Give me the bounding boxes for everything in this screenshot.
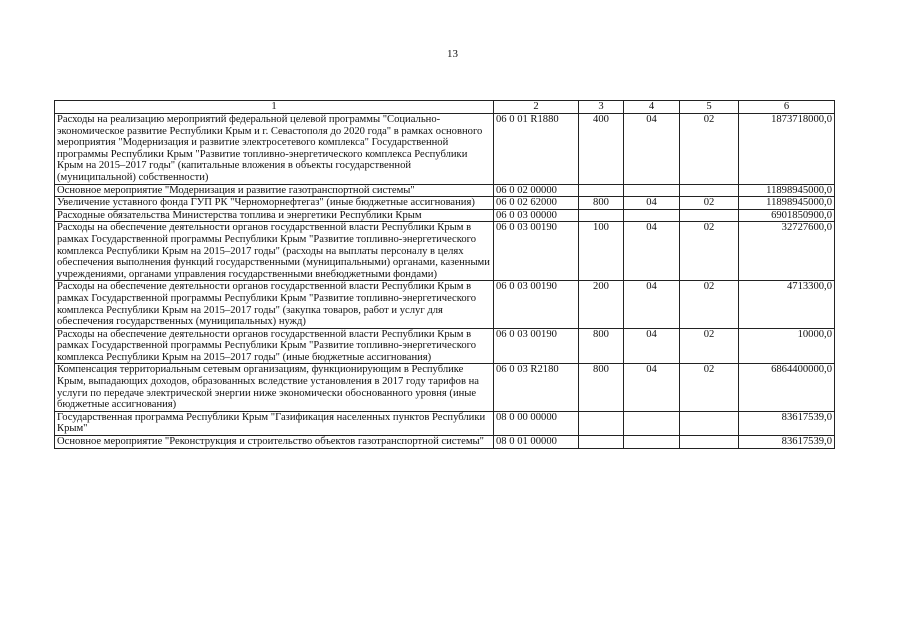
row-subsection: 02 [680, 281, 739, 328]
row-code: 06 0 02 62000 [494, 197, 579, 210]
row-section: 04 [624, 364, 680, 411]
row-type [579, 184, 624, 197]
row-description: Расходы на обеспечение деятельности органов государственной власти Республики Крым в рамках Государственной программы Республики Крым "Развитие топливно-энергетического комплекса Республики Крым на 2015–2017 годы" (расходы на выплаты персоналу в целях обеспечения выполнения функций государственными (муниципальными) органами, казенными учреждениями, органами управления государственными внебюджетными фондами) [55, 222, 494, 281]
row-code: 06 0 01 R1880 [494, 114, 579, 185]
row-code: 08 0 00 00000 [494, 411, 579, 435]
row-subsection: 02 [680, 114, 739, 185]
row-subsection [680, 184, 739, 197]
row-section [624, 411, 680, 435]
row-code: 06 0 03 00190 [494, 328, 579, 364]
row-subsection: 02 [680, 364, 739, 411]
row-amount: 11898945000,0 [739, 184, 835, 197]
row-section: 04 [624, 222, 680, 281]
row-code: 08 0 01 00000 [494, 436, 579, 449]
row-subsection: 02 [680, 197, 739, 210]
row-type: 800 [579, 197, 624, 210]
column-header: 2 [494, 101, 579, 114]
row-description: Государственная программа Республики Крым "Газификация населенных пунктов Республики Крым" [55, 411, 494, 435]
row-section: 04 [624, 281, 680, 328]
row-description: Расходы на обеспечение деятельности органов государственной власти Республики Крым в рамках Государственной программы Республики Крым "Развитие топливно-энергетического комплекса Республики Крым на 2015–2017 годы" (иные бюджетные ассигнования) [55, 328, 494, 364]
row-type: 200 [579, 281, 624, 328]
column-header: 5 [680, 101, 739, 114]
budget-table [54, 100, 835, 449]
row-amount: 11898945000,0 [739, 197, 835, 210]
row-type: 800 [579, 328, 624, 364]
row-section [624, 436, 680, 449]
row-section [624, 209, 680, 222]
table-row [55, 436, 835, 449]
table-row [55, 209, 835, 222]
row-code: 06 0 03 00000 [494, 209, 579, 222]
table-row [55, 114, 835, 185]
row-amount: 6864400000,0 [739, 364, 835, 411]
table-header-row [55, 101, 835, 114]
row-section: 04 [624, 197, 680, 210]
table-row [55, 222, 835, 281]
row-description: Расходные обязательства Министерства топлива и энергетики Республики Крым [55, 209, 494, 222]
row-amount: 32727600,0 [739, 222, 835, 281]
column-header: 6 [739, 101, 835, 114]
row-section: 04 [624, 114, 680, 185]
row-amount: 10000,0 [739, 328, 835, 364]
row-type: 400 [579, 114, 624, 185]
row-type [579, 436, 624, 449]
row-section: 04 [624, 328, 680, 364]
page-number: 13 [447, 48, 458, 60]
row-description: Основное мероприятие "Реконструкция и строительство объектов газотранспортной системы" [55, 436, 494, 449]
row-code: 06 0 03 00190 [494, 281, 579, 328]
row-code: 06 0 03 00190 [494, 222, 579, 281]
row-type [579, 411, 624, 435]
row-subsection: 02 [680, 222, 739, 281]
row-description: Расходы на реализацию мероприятий федеральной целевой программы "Социально-экономическое развитие Республики Крым и г. Севастополя до 2020 года" в рамках основного мероприятия "Модернизация и развитие электросетевого комплекса" Государственной программы Республики Крым "Развитие топливно-энергетического комплекса Республики Крым на 2015–2017 годы" (капитальные вложения в объекты государственной (муниципальной) собственности) [55, 114, 494, 185]
table-row [55, 184, 835, 197]
row-type [579, 209, 624, 222]
table-row [55, 328, 835, 364]
column-header: 1 [55, 101, 494, 114]
row-description: Расходы на обеспечение деятельности органов государственной власти Республики Крым в рамках Государственной программы Республики Крым "Развитие топливно-энергетического комплекса Республики Крым на 2015–2017 годы" (закупка товаров, работ и услуг для обеспечения государственных (муниципальных) нужд) [55, 281, 494, 328]
row-amount: 4713300,0 [739, 281, 835, 328]
row-description: Компенсация территориальным сетевым организациям, функционирующим в Республике Крым, выпадающих доходов, образованных вследствие установления в 2017 году тарифов на услуги по передаче электрической энергии ниже экономически обоснованного уровня (иные бюджетные ассигнования) [55, 364, 494, 411]
table-row [55, 197, 835, 210]
row-code: 06 0 03 R2180 [494, 364, 579, 411]
row-subsection [680, 411, 739, 435]
row-type: 100 [579, 222, 624, 281]
table-row [55, 411, 835, 435]
row-type: 800 [579, 364, 624, 411]
row-amount: 6901850900,0 [739, 209, 835, 222]
row-amount: 83617539,0 [739, 436, 835, 449]
row-description: Основное мероприятие "Модернизация и развитие газотранспортной системы" [55, 184, 494, 197]
row-subsection [680, 436, 739, 449]
table-row [55, 281, 835, 328]
table-row [55, 364, 835, 411]
column-header: 4 [624, 101, 680, 114]
row-section [624, 184, 680, 197]
row-description: Увеличение уставного фонда ГУП РК "Черноморнефтегаз" (иные бюджетные ассигнования) [55, 197, 494, 210]
column-header: 3 [579, 101, 624, 114]
row-code: 06 0 02 00000 [494, 184, 579, 197]
row-amount: 1873718000,0 [739, 114, 835, 185]
row-subsection: 02 [680, 328, 739, 364]
row-amount: 83617539,0 [739, 411, 835, 435]
row-subsection [680, 209, 739, 222]
